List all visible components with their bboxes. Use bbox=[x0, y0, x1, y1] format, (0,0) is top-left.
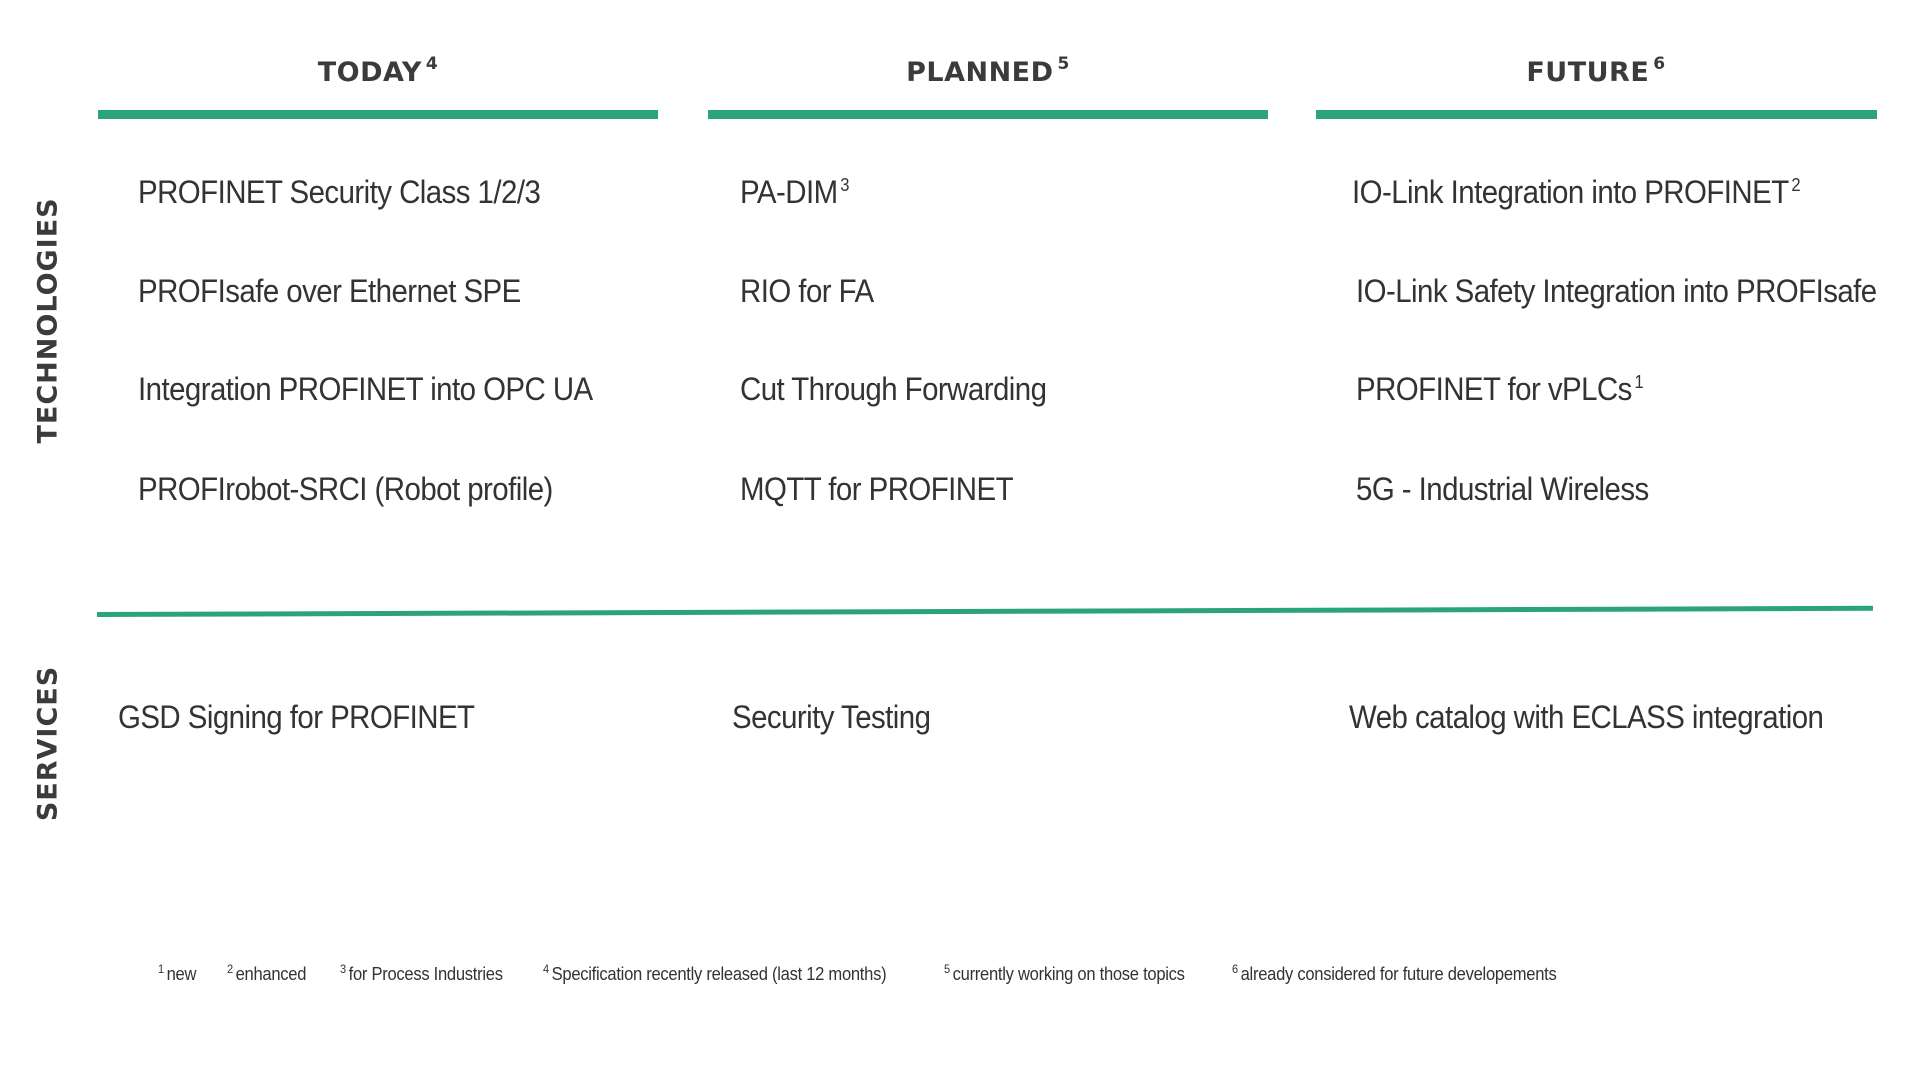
column-header-today bbox=[98, 54, 658, 88]
column-header-future bbox=[1316, 54, 1876, 88]
footnote-text: currently working on those topics bbox=[952, 964, 1185, 984]
tech-planned-mark: 3 bbox=[840, 175, 849, 195]
tech-today-item bbox=[138, 471, 553, 508]
tech-future-item bbox=[1356, 273, 1877, 310]
column-title-future: FUTURE bbox=[1526, 57, 1650, 88]
footnote bbox=[944, 962, 1185, 985]
footnote-text: for Process Industries bbox=[348, 964, 503, 984]
tech-today-item bbox=[138, 174, 540, 211]
tech-future-item bbox=[1352, 174, 1800, 211]
footnotes bbox=[158, 962, 1607, 985]
footnote-mark: 2 bbox=[226, 962, 233, 976]
tech-future-text: 5G - Industrial Wireless bbox=[1356, 471, 1649, 507]
tech-future-mark: 1 bbox=[1634, 372, 1644, 392]
header-bar-today bbox=[98, 110, 658, 119]
column-mark-future: 6 bbox=[1653, 54, 1666, 74]
tech-planned-text: RIO for FA bbox=[740, 273, 874, 309]
section-divider bbox=[97, 606, 1873, 617]
footnote-mark: 5 bbox=[943, 962, 950, 976]
footnote bbox=[158, 962, 196, 985]
tech-planned-item bbox=[740, 371, 1046, 408]
row-label-technologies: TECHNOLOGIES bbox=[32, 197, 64, 444]
column-title-today: TODAY bbox=[317, 57, 422, 88]
tech-today-text: PROFINET Security Class 1/2/3 bbox=[138, 174, 541, 210]
tech-future-mark: 2 bbox=[1791, 175, 1801, 195]
service-planned: Security Testing bbox=[732, 699, 931, 735]
footnote bbox=[340, 962, 503, 985]
header-bar-planned bbox=[708, 110, 1268, 119]
row-label-services: SERVICES bbox=[32, 665, 64, 822]
tech-today-item bbox=[138, 371, 593, 408]
tech-planned-text: PA-DIM bbox=[740, 174, 838, 210]
tech-today-text: PROFIrobot-SRCI (Robot profile) bbox=[138, 471, 553, 507]
column-mark-today: 4 bbox=[425, 54, 439, 74]
tech-planned-text: MQTT for PROFINET bbox=[740, 471, 1014, 507]
footnote bbox=[1232, 962, 1556, 985]
tech-today-text: PROFIsafe over Ethernet SPE bbox=[138, 273, 521, 309]
header-bar-future bbox=[1316, 110, 1877, 119]
footnote-text: enhanced bbox=[235, 964, 306, 984]
footnote bbox=[543, 962, 886, 985]
footnote-mark: 1 bbox=[158, 962, 164, 976]
tech-future-item bbox=[1356, 471, 1649, 508]
tech-today-text: Integration PROFINET into OPC UA bbox=[138, 371, 593, 407]
tech-planned-text: Cut Through Forwarding bbox=[740, 371, 1047, 407]
footnote-text: Specification recently released (last 12 months) bbox=[552, 964, 887, 984]
tech-planned-item bbox=[740, 174, 849, 211]
footnote-text: new bbox=[166, 964, 197, 984]
footnote-text: already considered for future developements bbox=[1240, 964, 1557, 984]
footnote-mark: 3 bbox=[339, 962, 346, 976]
service-future: Web catalog with ECLASS integration bbox=[1349, 699, 1824, 735]
column-header-planned bbox=[708, 54, 1268, 88]
service-today: GSD Signing for PROFINET bbox=[118, 699, 475, 735]
tech-planned-item bbox=[740, 273, 874, 310]
column-title-planned: PLANNED bbox=[906, 57, 1054, 88]
tech-planned-item bbox=[740, 471, 1013, 508]
tech-future-item bbox=[1356, 371, 1643, 408]
footnote-mark: 4 bbox=[543, 962, 550, 976]
footnote bbox=[227, 962, 306, 985]
footnote-mark: 6 bbox=[1232, 962, 1239, 976]
tech-future-text: IO-Link Integration into PROFINET bbox=[1352, 174, 1789, 210]
tech-future-text: PROFINET for vPLCs bbox=[1356, 371, 1632, 407]
tech-future-text: IO-Link Safety Integration into PROFIsafe bbox=[1356, 273, 1877, 309]
tech-today-item bbox=[138, 273, 521, 310]
column-mark-planned: 5 bbox=[1057, 54, 1070, 74]
